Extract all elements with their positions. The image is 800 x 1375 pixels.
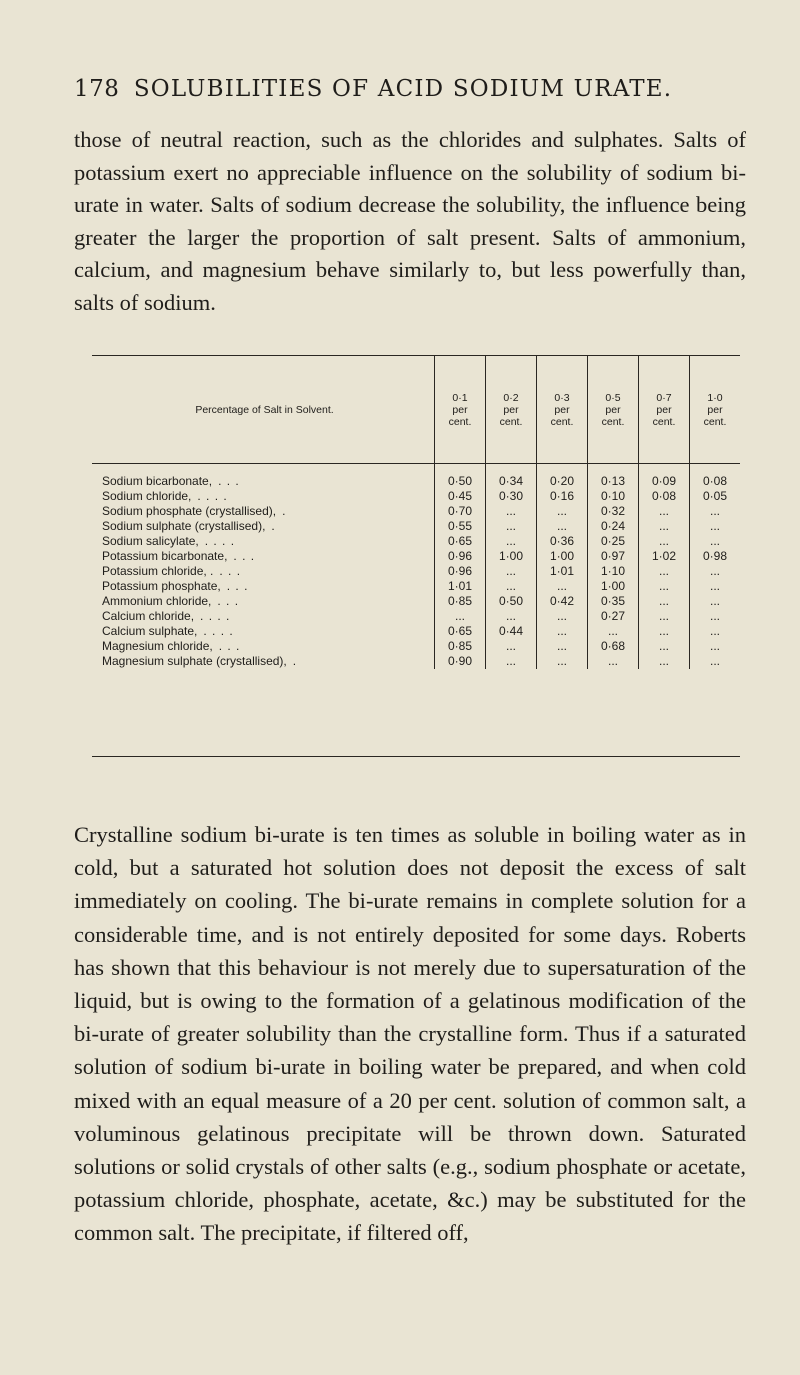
leader-dots: . . . . — [203, 624, 234, 638]
column-header-line: cent. — [703, 415, 727, 428]
solubility-value: 0·13 — [588, 464, 639, 490]
table-row — [92, 489, 740, 504]
salt-name-cell — [92, 504, 435, 519]
column-header-line: 0·5 — [605, 391, 621, 404]
column-header-line: 0·2 — [503, 391, 519, 404]
solubility-value: ... — [690, 534, 741, 549]
solubility-value: 0·97 — [588, 549, 639, 564]
column-header-line: per — [656, 403, 672, 416]
salt-name: Calcium sulphate, — [102, 624, 198, 638]
solubility-value: 0·32 — [588, 504, 639, 519]
salt-name-cell — [92, 594, 435, 609]
salt-name: Magnesium chloride, — [102, 639, 213, 653]
solubility-value: ... — [690, 579, 741, 594]
solubility-value: ... — [537, 639, 588, 654]
running-title: SOLUBILITIES OF ACID SODIUM URATE. — [133, 76, 673, 102]
solubility-value: ... — [639, 504, 690, 519]
salt-name-cell — [92, 609, 435, 624]
salt-name-cell — [92, 654, 435, 669]
solubility-value: ... — [486, 579, 537, 594]
table-row — [92, 639, 740, 654]
salt-name: Sodium sulphate (crystallised), — [102, 519, 266, 533]
solubility-value: ... — [537, 654, 588, 669]
table-row — [92, 654, 740, 669]
solubility-value: ... — [537, 624, 588, 639]
salt-name-cell — [92, 624, 435, 639]
column-header-line: 0·3 — [554, 391, 570, 404]
salt-name-cell — [92, 464, 435, 490]
solubility-value: 0·96 — [435, 564, 486, 579]
leader-dots: . . . — [219, 564, 242, 578]
solubility-value: 1·01 — [435, 579, 486, 594]
column-header-line: cent. — [499, 415, 523, 428]
leader-dots: . . . . — [200, 609, 231, 623]
table-row — [92, 564, 740, 579]
solubility-value: 0·42 — [537, 594, 588, 609]
solubility-value: ... — [639, 609, 690, 624]
salt-name: Magnesium sulphate (crystallised), — [102, 654, 287, 668]
table-row — [92, 504, 740, 519]
column-header-line: 0·1 — [452, 391, 468, 404]
leader-dots: . . . — [217, 594, 240, 608]
solubility-value: ... — [588, 654, 639, 669]
paragraph-text: Crystalline sodium bi-urate is ten times as soluble in boiling water as in cold, but a saturated hot solution does not deposit the excess of salt immediately on cooling. The bi-urate remains in complete solution for a considerable time, and is not entirely deposited for some days. Roberts has shown that this behaviour is not merely due to supersaturation of the liquid, but is owing to the formation of a gelatinous modification of the bi-urate of greater solubility than the crystalline form. Thus if a saturated solution of sodium bi-urate in boiling water be prepared, and when cold mixed with an equal measure of a 20 per cent. solution of common salt, a voluminous gelatinous precipitate will be thrown down. Saturated solutions or solid crystals of other salts (e.g., sodium phosphate or acetate, potassium chloride, phosphate, acetate, &c.) may be substituted for the common salt. The precipitate, if filtered off, — [74, 822, 746, 1246]
column-header-line: per — [503, 403, 519, 416]
solubility-value: 0·08 — [639, 489, 690, 504]
column-header-line: 0·7 — [656, 391, 672, 404]
salt-name: Potassium chloride, . — [102, 564, 214, 578]
solubility-table — [92, 355, 740, 757]
solubility-value: 0·68 — [588, 639, 639, 654]
table-header-row — [92, 356, 740, 464]
solubility-value: ... — [537, 504, 588, 519]
solubility-value: 1·00 — [486, 549, 537, 564]
salt-name: Ammonium chloride, — [102, 594, 212, 608]
solubility-value: ... — [486, 609, 537, 624]
column-header-line: per — [605, 403, 621, 416]
column-header — [435, 356, 486, 464]
salt-name: Sodium chloride, — [102, 489, 192, 503]
solubility-value: ... — [537, 609, 588, 624]
column-header-line: per — [452, 403, 468, 416]
salt-name-cell — [92, 579, 435, 594]
table-row — [92, 534, 740, 549]
solubility-value: ... — [486, 504, 537, 519]
solubility-value: ... — [639, 639, 690, 654]
solubility-value: ... — [486, 519, 537, 534]
column-header-line: 1·0 — [707, 391, 723, 404]
solubility-value: 0·16 — [537, 489, 588, 504]
solubility-value: 0·27 — [588, 609, 639, 624]
solubility-value: ... — [486, 654, 537, 669]
solubility-value: 0·90 — [435, 654, 486, 669]
solubility-value: ... — [537, 579, 588, 594]
column-header-line: cent. — [652, 415, 676, 428]
solubility-value: ... — [690, 504, 741, 519]
leader-dots: . . . — [226, 579, 249, 593]
solubility-value: ... — [486, 534, 537, 549]
column-header — [486, 356, 537, 464]
salt-name-cell — [92, 564, 435, 579]
solubility-value: 0·10 — [588, 489, 639, 504]
solubility-value: ... — [690, 624, 741, 639]
leader-dots: . . . — [218, 639, 241, 653]
solubility-value: ... — [690, 519, 741, 534]
table-row — [92, 549, 740, 564]
solubility-value: ... — [690, 609, 741, 624]
salt-name: Sodium salicylate, — [102, 534, 199, 548]
solubility-value: ... — [690, 594, 741, 609]
solubility-value: 0·25 — [588, 534, 639, 549]
table-body — [92, 464, 740, 670]
solubility-value: ... — [690, 639, 741, 654]
salt-name: Sodium phosphate (crystallised), — [102, 504, 277, 518]
solubility-value: ... — [639, 534, 690, 549]
solubility-value: 0·20 — [537, 464, 588, 490]
solubility-value: 0·34 — [486, 464, 537, 490]
solubility-value: 0·36 — [537, 534, 588, 549]
solubility-value: 0·50 — [435, 464, 486, 490]
solubility-value: ... — [486, 564, 537, 579]
leader-dots: . — [271, 519, 276, 533]
salt-name-cell — [92, 534, 435, 549]
header-label: Percentage of Salt in Solvent. — [92, 356, 435, 464]
column-header — [588, 356, 639, 464]
solubility-value: ... — [639, 579, 690, 594]
solubility-value: 1·00 — [537, 549, 588, 564]
solubility-value: ... — [435, 609, 486, 624]
solubility-value: 1·01 — [537, 564, 588, 579]
solubility-value: ... — [588, 624, 639, 639]
solubility-value: ... — [639, 564, 690, 579]
salt-name: Calcium chloride, — [102, 609, 195, 623]
solubility-value: 0·35 — [588, 594, 639, 609]
salt-name-cell — [92, 489, 435, 504]
column-header — [690, 356, 741, 464]
solubility-value: 0·85 — [435, 639, 486, 654]
solubility-value: 0·45 — [435, 489, 486, 504]
solubility-value: 0·05 — [690, 489, 741, 504]
salt-name: Potassium phosphate, — [102, 579, 221, 593]
paragraph-main — [74, 818, 746, 1250]
column-header-line: per — [554, 403, 570, 416]
solubility-value: 0·55 — [435, 519, 486, 534]
salt-name-cell — [92, 639, 435, 654]
solubility-value: 0·08 — [690, 464, 741, 490]
salt-name-cell — [92, 549, 435, 564]
solubility-value: 0·30 — [486, 489, 537, 504]
salt-name: Sodium bicarbonate, — [102, 474, 213, 488]
leader-dots: . — [282, 504, 287, 518]
salt-name-cell — [92, 519, 435, 534]
solubility-value: 0·44 — [486, 624, 537, 639]
column-header-line: cent. — [550, 415, 574, 428]
solubility-value: ... — [690, 654, 741, 669]
solubility-value: ... — [537, 519, 588, 534]
solubility-value: 1·02 — [639, 549, 690, 564]
solubility-value: 0·98 — [690, 549, 741, 564]
solubility-value: ... — [486, 639, 537, 654]
column-header — [537, 356, 588, 464]
paragraph-intro — [74, 124, 746, 319]
solubility-value: 0·70 — [435, 504, 486, 519]
solubility-value: ... — [639, 624, 690, 639]
table-row — [92, 624, 740, 639]
table-row — [92, 594, 740, 609]
page-number: 178 — [74, 76, 120, 102]
column-header-line: cent. — [601, 415, 625, 428]
solubility-value: ... — [639, 594, 690, 609]
solubility-value: 0·24 — [588, 519, 639, 534]
column-header — [639, 356, 690, 464]
leader-dots: . — [292, 654, 298, 668]
solubility-value: 0·65 — [435, 534, 486, 549]
table-row — [92, 464, 740, 490]
table-row — [92, 609, 740, 624]
solubility-value: 0·09 — [639, 464, 690, 490]
solubility-value: 0·85 — [435, 594, 486, 609]
solubility-value: ... — [639, 654, 690, 669]
solubility-value: 0·65 — [435, 624, 486, 639]
column-header-line: per — [707, 403, 723, 416]
leader-dots: . . . . — [204, 534, 236, 548]
leader-dots: . . . — [233, 549, 256, 563]
salt-name: Potassium bicarbonate, — [102, 549, 228, 563]
solubility-value: ... — [690, 564, 741, 579]
solubility-value: 0·50 — [486, 594, 537, 609]
leader-dots: . . . . — [197, 489, 228, 503]
table — [92, 356, 740, 669]
paragraph-text: those of neutral reaction, such as the chlorides and sulphates. Salts of potassium exert no appreciable influence on the solubility of sodium bi-urate in water. Salts of sodium decrease the solubility, the influence being greater the larger the proportion of salt present. Salts of ammonium, calcium, and magnesium behave similarly to, but less powerfully than, salts of sodium. — [74, 127, 746, 315]
page-header — [74, 76, 754, 102]
solubility-value: 0·96 — [435, 549, 486, 564]
solubility-value: 1·00 — [588, 579, 639, 594]
solubility-value: ... — [639, 519, 690, 534]
table-row — [92, 519, 740, 534]
solubility-value: 1·10 — [588, 564, 639, 579]
leader-dots: . . . — [218, 474, 240, 488]
table-row — [92, 579, 740, 594]
column-header-line: cent. — [448, 415, 472, 428]
